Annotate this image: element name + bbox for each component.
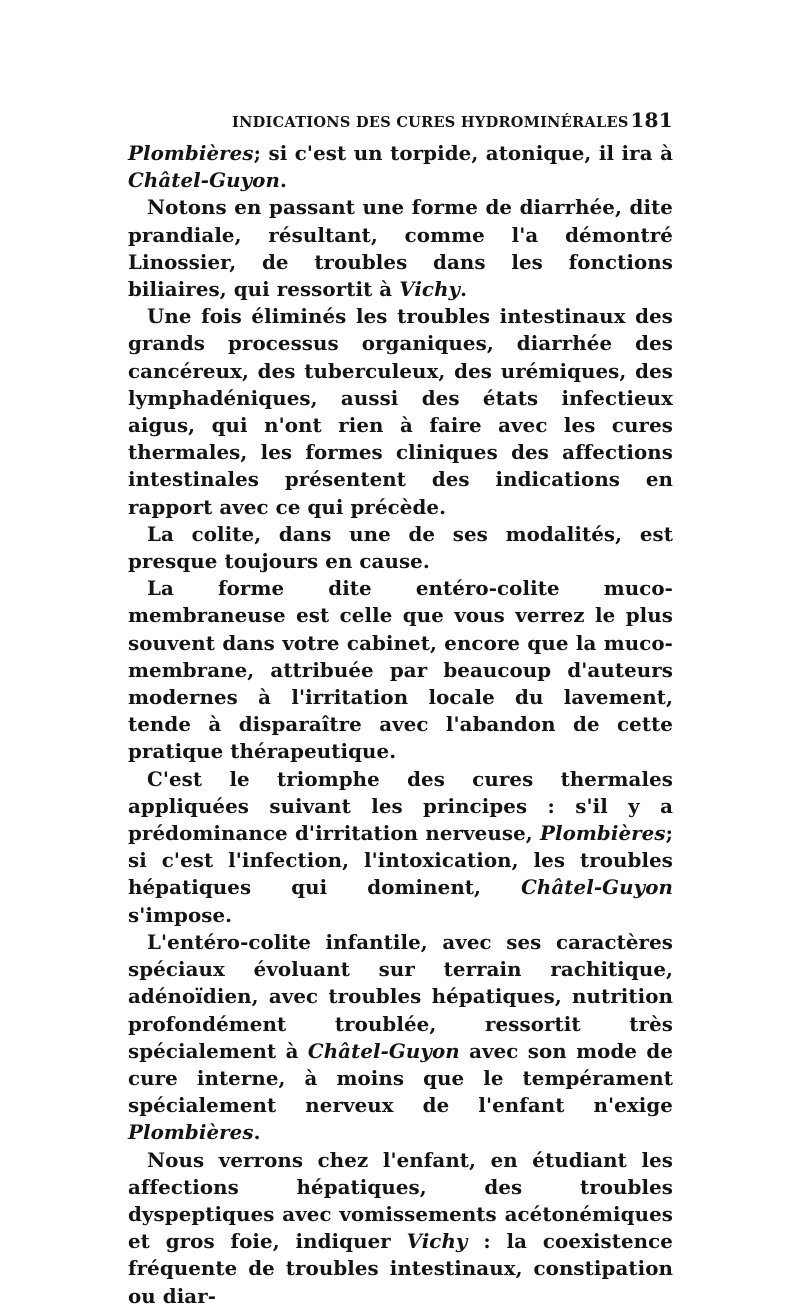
paragraph [128,575,673,765]
italic-place-name: Vichy [399,277,461,302]
text-segment: . [460,277,468,302]
text-segment: ; si c'est l'infection, l'intoxication, les troubles hépatiques qui dominent, [128,821,673,900]
book-page [128,108,673,1310]
text-segment: Une fois éliminés les troubles intestinaux des grands processus organiques, diarrhée des cancéreux, des tuberculeux, des urémiques, des lymphadéniques, aussi des états infectieux aigus, qui n'ont rien à faire avec les cures thermales, les formes cliniques des affections intestinales présentent des indications en rapport avec ce qui précède. [128,304,673,519]
running-header [232,108,673,132]
text-segment: : la coexistence fréquente de troubles intestinaux, constipation ou diar- [128,1229,673,1308]
text-segment: ; si c'est un torpide, atonique, il ira à [253,141,673,165]
text-segment: Nous verrons chez l'enfant, en étudiant les affections hépatiques, des troubles dyspeptiques avec vomissements acétonémiques et gros foie, indiquer [128,1147,673,1254]
text-segment: s'impose. [128,902,233,927]
paragraph [128,303,673,521]
italic-place-name: Plombières [540,821,666,846]
text-segment: . [253,1120,261,1145]
text-segment: La colite, dans une de ses modalités, est presque toujours en cause. [128,521,673,574]
italic-place-name: Châtel-Guyon [521,875,673,900]
text-segment: Notons en passant une forme de diarrhée, dite prandiale, résultant, comme l'a démontré Linossier, de troubles dans les fonctions biliaires, qui ressortit à [128,195,673,302]
italic-place-name: Châtel-Guyon [307,1038,460,1063]
body-text [128,140,673,1310]
italic-place-name: Châtel-Guyon [128,168,280,193]
italic-place-name: Plombières [128,1120,254,1145]
italic-place-name: Vichy [406,1229,468,1254]
paragraph [128,140,673,194]
page-number: 181 [630,108,673,132]
text-segment: . [279,168,287,193]
paragraph [128,194,673,303]
paragraph [128,521,673,575]
text-segment: L'entéro-colite infantile, avec ses caractères spéciaux évoluant sur terrain rachitique, adénoïdien, avec troubles hépatiques, nutrition profondément troublée, ressortit très spécialement à [128,929,673,1063]
running-title: INDICATIONS DES CURES HYDROMINÉRALES [232,114,629,131]
paragraph [128,766,673,929]
text-segment: C'est le triomphe des cures thermales appliquées suivant les principes : s'il y a prédominance d'irritation nerveuse, [128,766,673,846]
paragraph [128,1147,673,1310]
text-segment: avec son mode de cure interne, à moins que le tempérament spécialement nerveux de l'enfant n'exige [128,1038,674,1118]
italic-place-name: Plombières [128,141,254,165]
paragraph [128,929,673,1147]
text-segment: La forme dite entéro-colite muco-membraneuse est celle que vous verrez le plus souvent dans votre cabinet, encore que la muco-membrane, attribuée par beaucoup d'auteurs modernes à l'irritation locale du lavement, tende à disparaître avec l'abandon de cette pratique thérapeutique. [128,576,673,764]
